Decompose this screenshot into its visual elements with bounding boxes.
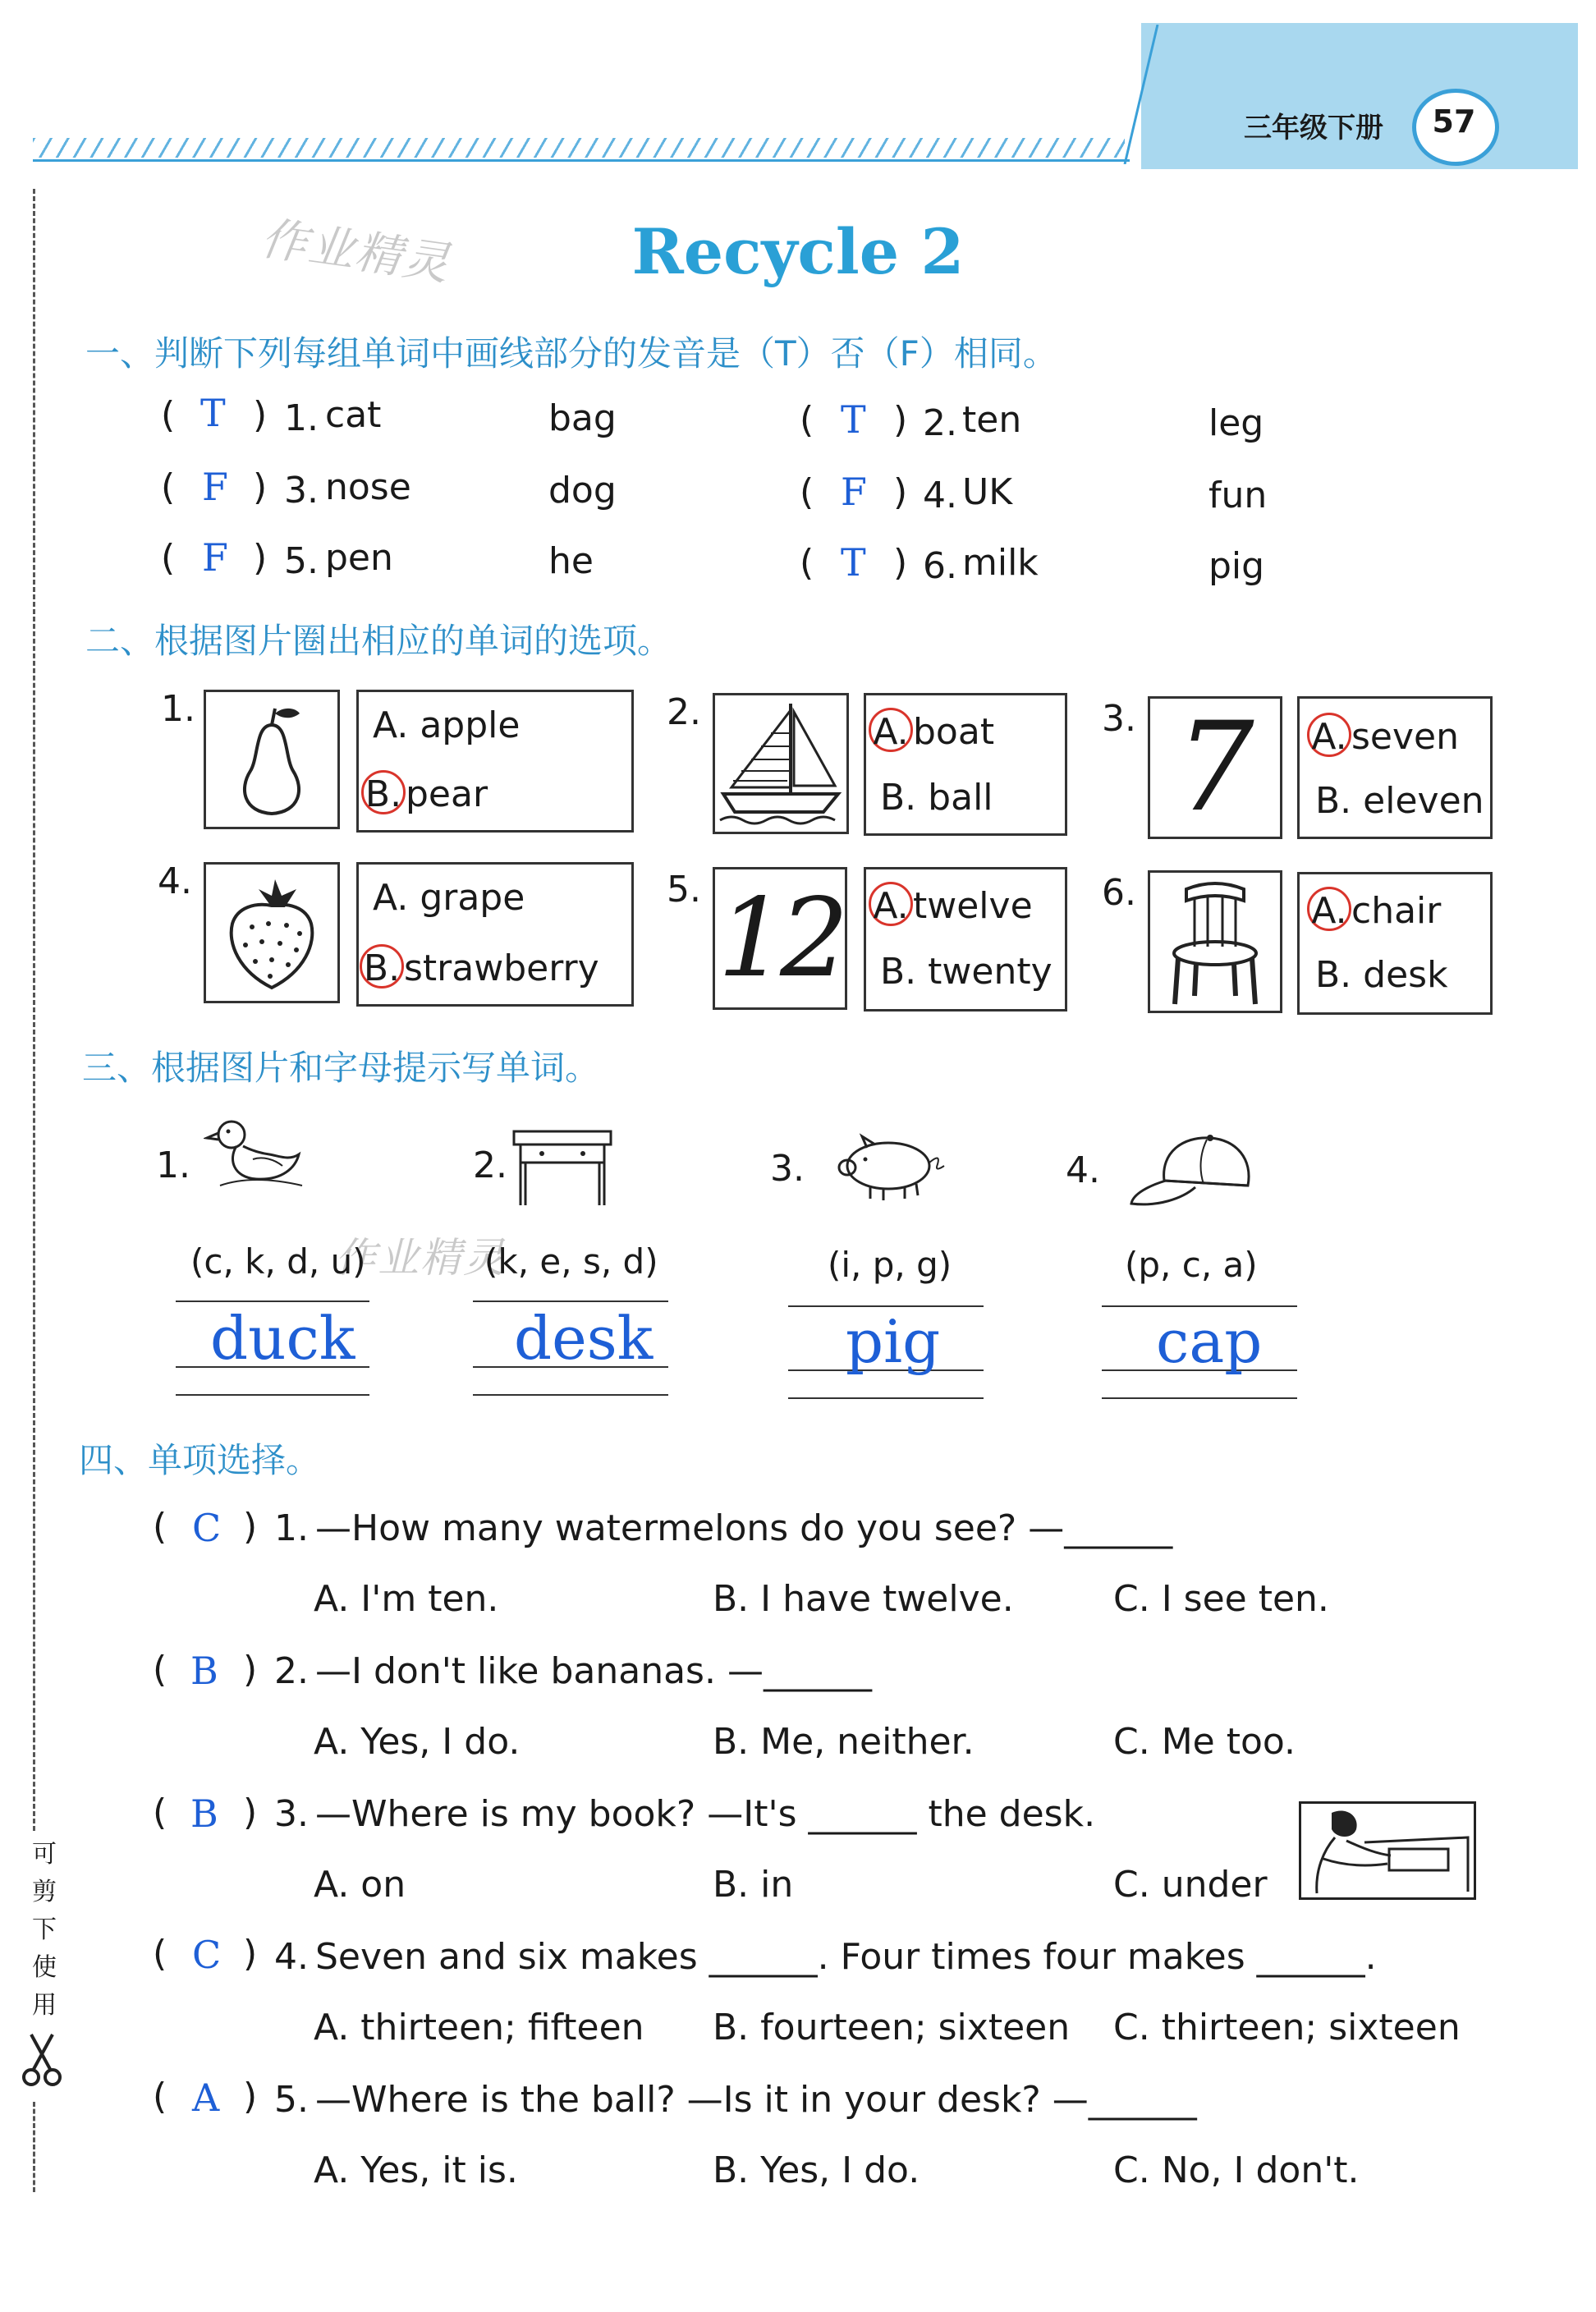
section2-heading: 二、根据图片圈出相应的单词的选项。 — [85, 621, 672, 661]
section4-heading: 四、单项选择。 — [79, 1440, 321, 1480]
strawberry-icon — [206, 865, 337, 1001]
option-b[interactable]: B. desk — [1315, 954, 1448, 996]
question-stem: —How many watermelons do you see? —______ — [315, 1507, 1173, 1549]
circled-choice: A. — [869, 882, 913, 926]
number-picture — [1148, 696, 1282, 839]
strawberry-picture — [204, 862, 340, 1003]
question-stem: Seven and six makes ______. Four times four makes ______. — [315, 1936, 1377, 1978]
cut-label: 可 剪 下 使 用 — [28, 1836, 61, 2025]
letter-hint: (c, k, d, u) — [190, 1241, 366, 1282]
choice-a[interactable]: A. thirteen; fifteen — [314, 2007, 644, 2048]
option-b[interactable]: B. pear — [361, 770, 488, 815]
pear-icon — [206, 692, 337, 827]
answer-mark: F — [202, 465, 228, 509]
choice-b[interactable]: B. fourteen; sixteen — [713, 2007, 1071, 2048]
option-a[interactable]: A. apple — [373, 704, 521, 746]
circled-choice: B. — [360, 944, 404, 989]
option-a[interactable]: A. boat — [869, 708, 994, 753]
answer-mark: C — [192, 1506, 222, 1550]
duck-icon — [204, 1113, 310, 1195]
page-title: Recycle 2 — [631, 215, 965, 288]
chair-picture — [1148, 870, 1282, 1013]
header-rule — [33, 159, 1130, 162]
answer-mark: T — [841, 397, 866, 442]
word1: ten — [962, 399, 1022, 441]
number-picture — [713, 867, 847, 1010]
section1-heading: 一、判断下列每组单词中画线部分的发音是（T）否（F）相同。 — [85, 333, 1057, 374]
cut-line — [33, 2102, 35, 2192]
option-b[interactable]: B. strawberry — [360, 944, 599, 989]
choice-a[interactable]: A. Yes, I do. — [314, 1721, 521, 1763]
number-glyph: 7 — [1176, 696, 1254, 839]
word1: UK — [962, 471, 1013, 513]
word1: cat — [325, 394, 382, 436]
answer-mark: A — [192, 2076, 220, 2120]
desk-icon — [509, 1120, 616, 1209]
writing-line — [176, 1300, 369, 1302]
header-slash — [1100, 25, 1166, 164]
answer-mark: B — [190, 1791, 218, 1836]
word2: he — [548, 540, 594, 582]
writing-line — [1102, 1397, 1297, 1399]
word2: pig — [1208, 545, 1265, 587]
option-b[interactable]: B. twenty — [880, 951, 1053, 993]
circled-choice: A. — [1307, 887, 1351, 931]
header-dashes — [33, 138, 1125, 158]
circled-choice: A. — [1307, 713, 1351, 757]
choice-b[interactable]: B. in — [713, 1864, 794, 1906]
choice-a[interactable]: A. Yes, it is. — [314, 2149, 518, 2191]
letter-hint: (i, p, g) — [828, 1245, 952, 1285]
word2: leg — [1208, 402, 1264, 444]
boy-at-desk-picture — [1299, 1801, 1476, 1900]
watermark: 作业精灵 — [257, 212, 454, 291]
word2: fun — [1208, 475, 1268, 516]
chair-icon — [1150, 873, 1280, 1011]
option-b[interactable]: B. ball — [880, 777, 993, 819]
written-answer: desk — [514, 1304, 654, 1373]
choice-b[interactable]: B. Me, neither. — [713, 1721, 975, 1763]
question-stem: —Where is my book? —It's ______ the desk. — [315, 1793, 1096, 1835]
number-glyph: 12 — [718, 875, 842, 1002]
word2: dog — [548, 470, 617, 511]
choice-c[interactable]: C. under — [1113, 1864, 1268, 1906]
answer-mark: B — [190, 1649, 218, 1693]
cut-line — [33, 189, 35, 1831]
cap-icon — [1125, 1128, 1264, 1213]
circled-choice: A. — [869, 708, 913, 752]
watermark: 作业精灵 — [335, 1234, 506, 1282]
question-stem: —Where is the ball? —Is it in your desk? —______ — [315, 2079, 1197, 2121]
option-a[interactable]: A. chair — [1307, 887, 1441, 932]
word1: pen — [325, 537, 393, 579]
pig-icon — [829, 1130, 952, 1204]
choice-a[interactable]: A. I'm ten. — [314, 1578, 499, 1620]
option-a[interactable]: A. seven — [1307, 713, 1459, 758]
written-answer: pig — [846, 1307, 941, 1376]
choice-b[interactable]: B. Yes, I do. — [713, 2149, 920, 2191]
word1: milk — [962, 542, 1039, 584]
choice-c[interactable]: C. Me too. — [1113, 1721, 1296, 1763]
header-band — [1141, 23, 1578, 169]
page-number: 57 — [1432, 103, 1476, 140]
letter-hint: (k, e, s, d) — [484, 1241, 658, 1282]
grade-label: 三年级下册 — [1244, 112, 1383, 144]
written-answer: duck — [210, 1304, 355, 1373]
option-b[interactable]: B. eleven — [1315, 780, 1484, 822]
word1: nose — [325, 466, 411, 508]
answer-mark: F — [202, 535, 228, 580]
letter-hint: (p, c, a) — [1125, 1245, 1258, 1285]
choice-a[interactable]: A. on — [314, 1864, 406, 1906]
choice-c[interactable]: C. No, I don't. — [1113, 2149, 1360, 2191]
word2: bag — [548, 397, 617, 439]
scissors-icon — [21, 2031, 62, 2089]
writing-line — [176, 1394, 369, 1396]
choice-c[interactable]: C. I see ten. — [1113, 1578, 1329, 1620]
question-stem: —I don't like bananas. —______ — [315, 1650, 872, 1692]
writing-line — [473, 1394, 668, 1396]
choice-c[interactable]: C. thirteen; sixteen — [1113, 2007, 1461, 2048]
answer-mark: F — [841, 470, 867, 514]
answer-mark: T — [200, 391, 226, 435]
boat-picture — [713, 693, 849, 834]
pear-picture — [204, 690, 340, 829]
choice-b[interactable]: B. I have twelve. — [713, 1578, 1014, 1620]
boat-icon — [715, 695, 846, 832]
circled-choice: B. — [361, 770, 406, 814]
answer-mark: T — [841, 540, 866, 585]
answer-mark: C — [192, 1933, 222, 1977]
section3-heading: 三、根据图片和字母提示写单词。 — [82, 1048, 600, 1088]
option-a[interactable]: A. grape — [373, 877, 525, 919]
option-a[interactable]: A. twelve — [869, 882, 1033, 927]
written-answer: cap — [1156, 1307, 1263, 1376]
writing-line — [788, 1397, 984, 1399]
writing-line — [473, 1300, 668, 1302]
